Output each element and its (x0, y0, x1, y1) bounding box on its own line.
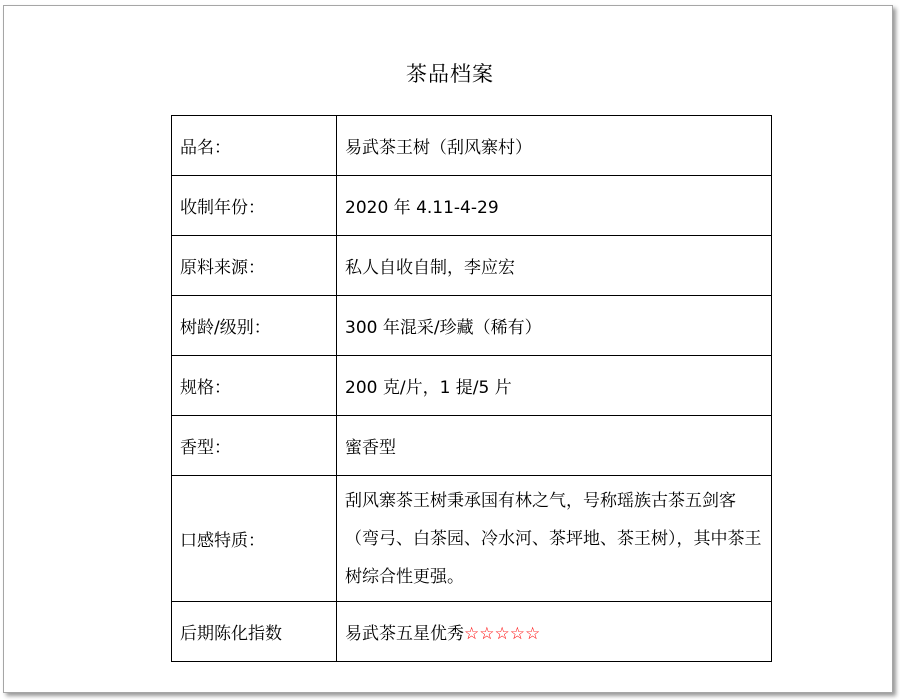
row-value: 300 年混采/珍藏（稀有） (337, 296, 772, 356)
row-label: 原料来源： (172, 236, 337, 296)
table-row (172, 602, 772, 662)
table-row (172, 296, 772, 356)
row-value: 2020 年 4.11-4-29 (337, 176, 772, 236)
row-label: 规格： (172, 356, 337, 416)
row-value: 易武茶王树（刮风寨村） (337, 116, 772, 176)
row-label: 收制年份： (172, 176, 337, 236)
row-label: 口感特质： (172, 476, 337, 602)
document-title: 茶品档案 (406, 62, 494, 86)
row-label: 后期陈化指数 (172, 602, 337, 662)
row-value: 私人自收自制，李应宏 (337, 236, 772, 296)
star-rating-icons: ☆☆☆☆☆ (464, 624, 541, 644)
table-row (172, 236, 772, 296)
rating-text: 易武茶五星优秀 (345, 624, 464, 644)
table-row (172, 476, 772, 602)
row-value: 200 克/片，1 提/5 片 (337, 356, 772, 416)
row-value (337, 602, 772, 662)
tea-profile-table (171, 115, 772, 662)
table-row (172, 356, 772, 416)
row-label: 品名： (172, 116, 337, 176)
table-row (172, 116, 772, 176)
row-label: 香型： (172, 416, 337, 476)
row-label: 树龄/级别： (172, 296, 337, 356)
table-row (172, 416, 772, 476)
row-value: 刮风寨茶王树秉承国有林之气，号称瑶族古茶五剑客（弯弓、白茶园、冷水河、茶坪地、茶王树），其中茶王树综合性更强。 (337, 476, 772, 602)
row-value: 蜜香型 (337, 416, 772, 476)
table-row (172, 176, 772, 236)
